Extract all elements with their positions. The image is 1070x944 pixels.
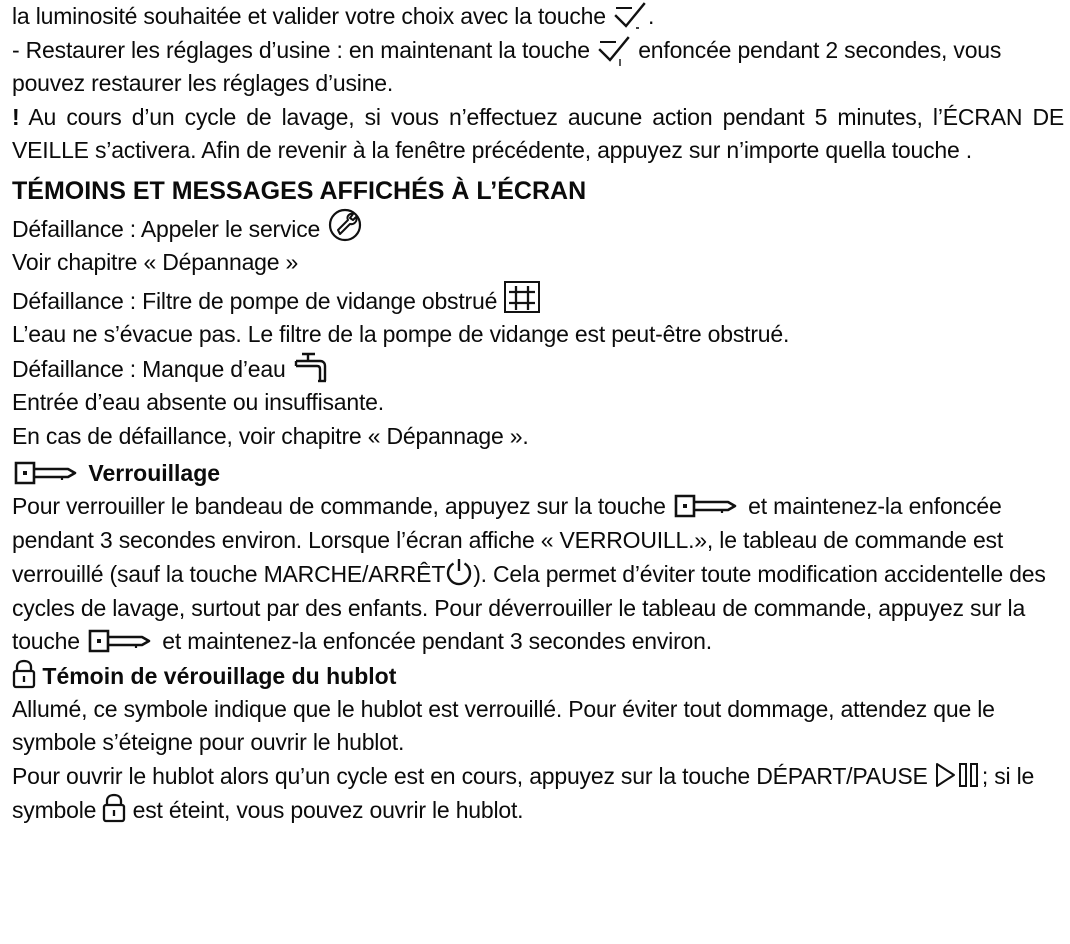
control-lock-text-part1: Pour verrouiller le bandeau de commande, appuyez sur la touche	[12, 493, 666, 519]
door-lock-section	[12, 659, 1064, 828]
factory-reset-text-start: - Restaurer les réglages d’usine : en maintenant la touche	[12, 36, 590, 63]
brightness-validation-end: .	[648, 3, 655, 29]
control-lock-heading-text: Verrouillage	[88, 460, 221, 486]
key-lock-icon	[86, 628, 156, 654]
control-lock-text-part4: et maintenez-la enfoncée pendant 3 secondes environ.	[162, 628, 712, 654]
water-fault-note: Entrée d’eau absente ou insuffisante.	[12, 389, 384, 415]
screensaver-warning-text: Au cours d’un cycle de lavage, si vous n’effectuez aucune action pendant 5 minutes, l’ÉCRAN DE VEILLE s’activera. Afin de revenir à la fenêtre précédente, appuyez sur n’importe quella touche .	[12, 103, 1064, 163]
brightness-validation-text: la luminosité souhaitée et valider votre choix avec la touche	[12, 3, 606, 29]
validate-checkmark-icon	[596, 35, 632, 63]
service-fault-text: Défaillance : Appeler le service	[12, 215, 321, 242]
door-lock-heading	[12, 659, 1064, 693]
factory-reset-text-end: enfoncée pendant 2 secondes, vous pouvez restaurer les réglages d’usine.	[12, 36, 1002, 96]
filter-fault-line	[12, 280, 1064, 319]
factory-reset-paragraph	[12, 34, 1064, 101]
service-wrench-icon	[326, 208, 364, 242]
control-lock-section	[12, 456, 1064, 659]
door-lock-text: Allumé, ce symbole indique que le hublot est verrouillé. Pour éviter tout dommage, attendez que le symbole s’éteigne pour ouvrir le hublot.	[12, 695, 995, 755]
water-fault-text: Défaillance : Manque d’eau	[12, 355, 286, 382]
fault-general-note: En cas de défaillance, voir chapitre « Dépannage ».	[12, 422, 529, 449]
control-lock-text	[12, 490, 1064, 659]
door-lock-icon	[12, 659, 36, 689]
service-fault-line	[12, 208, 1064, 247]
start-pause-icon	[934, 761, 982, 789]
display-messages-heading: TÉMOINS ET MESSAGES AFFICHÉS À L’ÉCRAN	[12, 176, 587, 205]
filter-fault-text: Défaillance : Filtre de pompe de vidange obstrué	[12, 287, 498, 314]
screensaver-warning-paragraph	[12, 101, 1064, 168]
water-fault-line	[12, 352, 1064, 387]
door-lock-heading-text: Témoin de vérouillage du hublot	[42, 662, 397, 689]
service-fault-note: Voir chapitre « Dépannage »	[12, 249, 299, 275]
brightness-validation-paragraph	[12, 0, 1064, 34]
door-lock-icon	[102, 793, 126, 823]
water-tap-icon	[292, 352, 328, 382]
door-open-text	[12, 760, 1064, 828]
control-lock-text-part3: ). Cela permet d’éviter toute modification accidentelle des cycles de lavage, surtout par des enfants. Pour déverrouiller le tableau de commande, appuyez sur la touche	[12, 561, 1046, 654]
power-icon	[445, 557, 473, 587]
door-open-text-part3: est éteint, vous pouvez ouvrir le hublot.	[132, 797, 524, 823]
key-lock-icon	[672, 493, 742, 519]
warning-mark: !	[12, 103, 20, 130]
key-lock-icon	[12, 460, 82, 486]
door-open-text-part1: Pour ouvrir le hublot alors qu’un cycle est en cours, appuyez sur la touche DÉPART/PAUSE	[12, 762, 928, 789]
drain-pump-filter-icon	[503, 280, 541, 314]
display-messages-section	[12, 174, 1064, 454]
control-lock-text-part2: et maintenez-la enfoncée pendant 3 secondes environ. Lorsque l’écran affiche « VERROUILL.», le tableau de commande est verrouillé (sauf la touche MARCHE/ARRÊT	[12, 493, 1004, 587]
validate-checkmark-icon	[612, 1, 648, 29]
intro-section	[12, 0, 1064, 168]
door-open-text-part2: ; si le symbole	[12, 762, 1035, 823]
filter-fault-note: L’eau ne s’évacue pas. Le filtre de la pompe de vidange est peut-être obstrué.	[12, 321, 790, 347]
manual-page	[12, 0, 1064, 828]
control-lock-heading	[12, 456, 1064, 490]
